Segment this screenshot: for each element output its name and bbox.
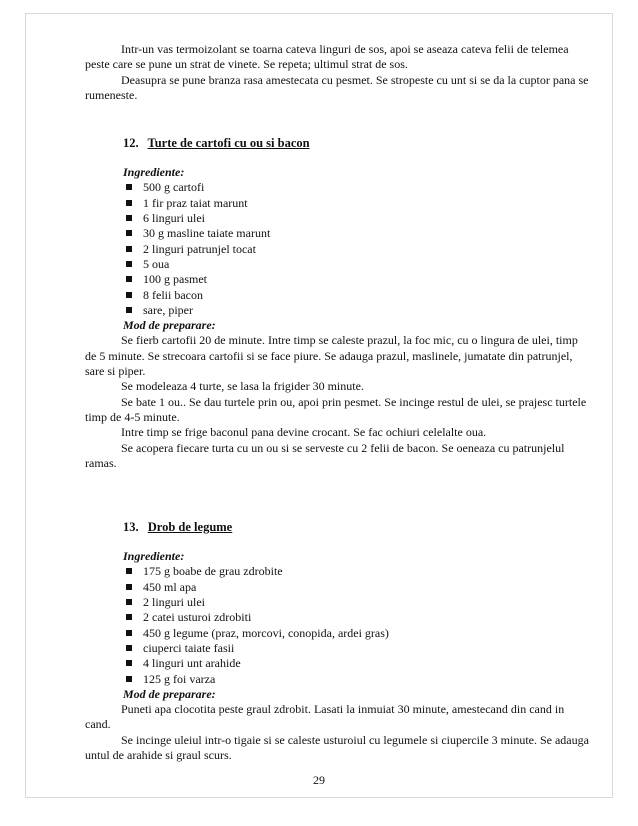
ingredient-item: ciuperci taiate fasii	[123, 641, 590, 656]
ingredient-item: 125 g foi varza	[123, 672, 590, 687]
ingredient-item: 5 oua	[123, 257, 590, 272]
recipe-12-number: 12.	[123, 136, 139, 151]
ingredient-item: 450 g legume (praz, morcovi, conopida, ardei gras)	[123, 626, 590, 641]
ingredient-item: 2 catei usturoi zdrobiti	[123, 610, 590, 625]
method-paragraph: Se fierb cartofii 20 de minute. Intre timp se caleste prazul, la foc mic, cu o lingura de ulei, timp de 5 minute. Se strecoara cartofii si se face piure. Se adauga prazul, maslinele, jumatate din patrunjel, sare si piper.	[85, 333, 578, 379]
recipe-12-ingredients-label: Ingrediente:	[123, 165, 185, 180]
recipe-13-ingredients-list	[123, 564, 590, 686]
recipe-12-ingredients-list	[123, 180, 590, 318]
method-paragraph: Intre timp se frige baconul pana devine crocant. Se fac ochiuri celelalte oua.	[121, 425, 487, 440]
recipe-12-title: Turte de cartofi cu ou si bacon	[147, 136, 310, 151]
ingredient-item: 1 fir praz taiat marunt	[123, 196, 590, 211]
method-paragraph: Se incinge uleiul intr-o tigaie si se caleste usturoiul cu legumele si ciupercile 3 minute. Se adauga untul de arahide si graul scurs.	[85, 732, 589, 762]
recipe-13-number: 13.	[123, 520, 139, 535]
ingredient-item: 6 linguri ulei	[123, 211, 590, 226]
recipe-13-ingredients-label: Ingrediente:	[123, 549, 185, 564]
recipe-12-method-label: Mod de preparare:	[123, 318, 216, 333]
method-paragraph: Puneti apa clocotita peste graul zdrobit. Lasati la inmuiat 30 minute, amestecand din cand in cand.	[85, 702, 565, 732]
ingredient-item: 2 linguri patrunjel tocat	[123, 242, 590, 257]
recipe-13-method-label: Mod de preparare:	[123, 686, 216, 701]
recipe-13-body	[85, 549, 590, 702]
method-paragraph: Se acopera fiecare turta cu un ou si se serveste cu 2 felii de bacon. Se oeneaza cu patrunjelul ramas.	[85, 440, 565, 470]
recipe-13-title: Drob de legume	[147, 520, 233, 535]
recipe-12-heading	[85, 135, 590, 151]
recipe-12-body	[85, 165, 590, 333]
method-paragraph: Se modeleaza 4 turte, se lasa la frigider 30 minute.	[121, 379, 364, 394]
method-paragraph: Se bate 1 ou.. Se dau turtele prin ou, apoi prin pesmet. Se incinge restul de ulei, se prajesc turtele timp de 4-5 minute.	[85, 394, 587, 424]
intro-paragraph-1: Intr-un vas termoizolant se toarna cateva linguri de sos, apoi se aseaza cateva felii de telemea peste care se pune un strat de vinete. Se repeta; ultimul strat de sos.	[85, 42, 569, 72]
ingredient-item: 2 linguri ulei	[123, 595, 590, 610]
page-number: 29	[313, 773, 325, 787]
ingredient-item: 30 g masline taiate marunt	[123, 226, 590, 241]
intro-paragraph-2: Deasupra se pune branza rasa amestecata cu pesmet. Se stropeste cu unt si se da la cuptor pana se rumeneste.	[85, 72, 589, 102]
ingredient-item: 175 g boabe de grau zdrobite	[123, 564, 590, 579]
page-content	[85, 42, 590, 763]
ingredient-item: 450 ml apa	[123, 580, 590, 595]
recipe-13-heading	[85, 519, 590, 535]
ingredient-item: 500 g cartofi	[123, 180, 590, 195]
ingredient-item: 100 g pasmet	[123, 272, 590, 287]
ingredient-item: 4 linguri unt arahide	[123, 656, 590, 671]
ingredient-item: 8 felii bacon	[123, 288, 590, 303]
ingredient-item: sare, piper	[123, 303, 590, 318]
